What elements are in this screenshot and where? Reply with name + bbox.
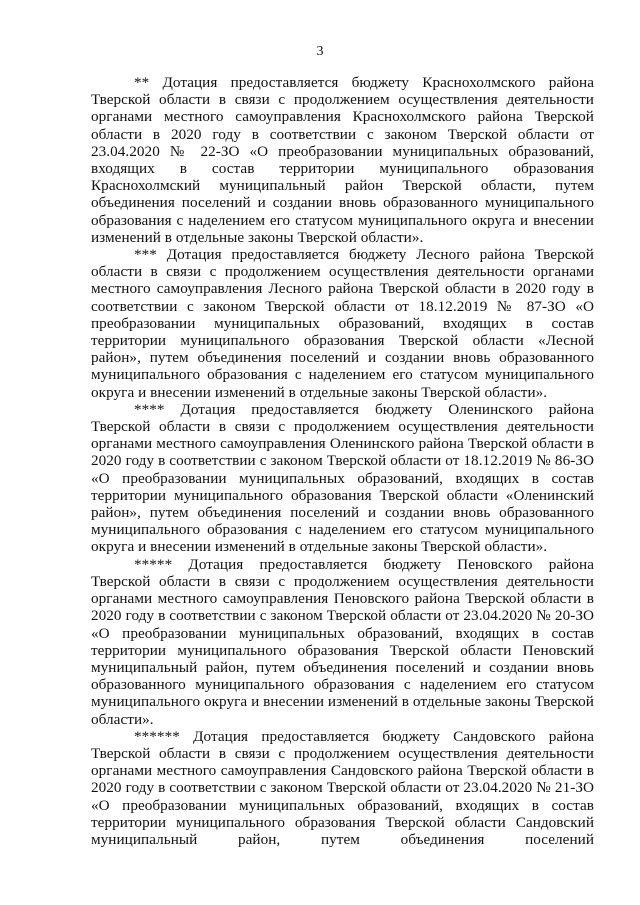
document-body (91, 74, 594, 848)
page-number: 3 (316, 44, 324, 59)
footnote-sandovsky: ****** Дотация предоставляется бюджету Сандовского района Тверской области в связи с продолжением осуществления деятельности органами местного самоуправления Сандовского района Тверской области в 2020 году в соответствии с законом Тверской области от 23.04.2020 № 21-ЗО «О преобразовании муниципальных образований, входящих в состав территории муниципального образования Тверской области Сандовский муниципальный район, путем объединения поселений (91, 727, 594, 848)
footnote-penovsky: ***** Дотация предоставляется бюджету Пеновского района Тверской области в связи с продолжением осуществления деятельности органами местного самоуправления Пеновского района Тверской области в 2020 году в соответствии с законом Тверской области от 23.04.2020 № 20-ЗО «О преобразовании муниципальных образований, входящих в состав территории муниципального образования Тверской области Пеновский муниципальный район, путем объединения поселений и создании вновь образованного муниципального образования с наделением его статусом муниципального округа и внесении изменений в отдельные законы Тверской области». (91, 555, 594, 728)
footnote-krasnokholmsky: ** Дотация предоставляется бюджету Краснохолмского района Тверской области в связи с продолжением осуществления деятельности органами местного самоуправления Краснохолмского района Тверской области в 2020 году в соответствии с законом Тверской области от 23.04.2020 № 22-ЗО «О преобразовании муниципальных образований, входящих в состав территории муниципального образования Краснохолмский муниципальный район Тверской области, путем объединения поселений и создании вновь образованного муниципального образования с наделением его статусом муниципального округа и внесении изменений в отдельные законы Тверской области». (91, 74, 594, 246)
footnote-lesnoy: *** Дотация предоставляется бюджету Лесного района Тверской области в связи с продолжением осуществления деятельности органами местного самоуправления Лесного района Тверской области в 2020 году в соответствии с законом Тверской области от 18.12.2019 № 87-ЗО «О преобразовании муниципальных образований, входящих в состав территории муниципального образования Тверской области «Лесной район», путем объединения поселений и создании вновь образованного муниципального образования с наделением его статусом муниципального округа и внесении изменений в отдельные законы Тверской области». (91, 246, 594, 401)
footnote-oleninsky: **** Дотация предоставляется бюджету Оленинского района Тверской области в связи с продолжением осуществления деятельности органами местного самоуправления Оленинского района Тверской области в 2020 году в соответствии с законом Тверской области от 18.12.2019 № 86-ЗО «О преобразовании муниципальных образований, входящих в состав территории муниципального образования Тверской области «Оленинский район», путем объединения поселений и создании вновь образованного муниципального образования с наделением его статусом муниципального округа и внесении изменений в отдельные законы Тверской области». (91, 400, 594, 556)
